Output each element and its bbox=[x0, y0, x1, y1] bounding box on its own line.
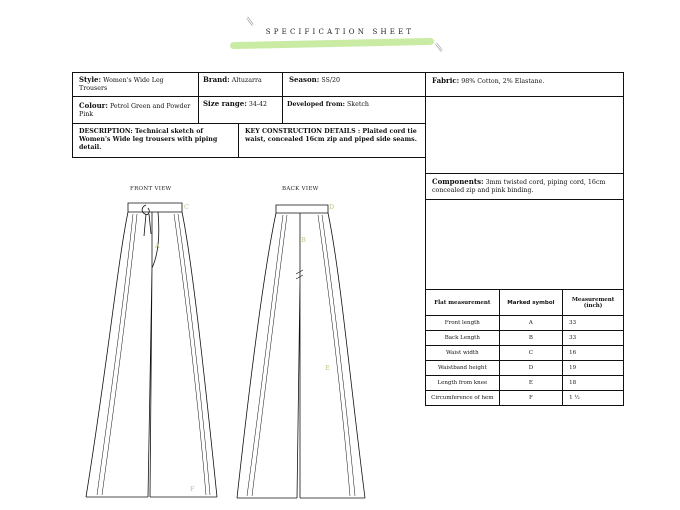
scribble-right-icon: ⫽ bbox=[431, 41, 447, 54]
row-measurement-name: Back Length bbox=[426, 331, 500, 346]
front-view-label: FRONT VIEW bbox=[130, 186, 172, 192]
season-value: SS/20 bbox=[321, 77, 340, 84]
brand-label: Brand: bbox=[203, 75, 230, 84]
fabric-label: Fabric: bbox=[432, 76, 460, 85]
marker-d: D bbox=[329, 203, 335, 211]
header-marked-symbol: Marked symbol bbox=[499, 290, 563, 316]
brand-value: Altuzarra bbox=[231, 77, 262, 84]
components-label: Components: bbox=[432, 177, 484, 186]
style-label: Style: bbox=[79, 75, 102, 84]
row-measurement-name: Front length bbox=[426, 316, 500, 331]
row-measurement-name: Length from knee bbox=[426, 376, 500, 391]
developed-from-label: Developed from: bbox=[287, 101, 345, 108]
row-symbol: D bbox=[499, 361, 563, 376]
fabric-value: 98% Cotton, 2% Elastane. bbox=[461, 78, 545, 85]
header-measurement: Measurement (inch) bbox=[563, 290, 624, 316]
style-value: Women's Wide Leg Trousers bbox=[79, 77, 164, 93]
row-measurement-name: Waist width bbox=[426, 346, 500, 361]
row-symbol: C bbox=[499, 346, 563, 361]
row-measurement-name: Circumference of hem bbox=[426, 391, 500, 406]
colour-label: Colour: bbox=[79, 101, 108, 110]
scribble-left-icon: ⫽ bbox=[242, 15, 258, 28]
marker-a: A bbox=[155, 242, 160, 250]
row-value: 16 bbox=[563, 346, 624, 361]
row-symbol: B bbox=[499, 331, 563, 346]
row-value: 19 bbox=[563, 361, 624, 376]
colour-value: Petrol Green and Powder Pink bbox=[79, 103, 191, 119]
row-value: 1 ½ bbox=[563, 391, 624, 406]
season-label: Season: bbox=[289, 75, 320, 84]
page-title: SPECIFICATION SHEET bbox=[265, 28, 415, 36]
back-view-label: BACK VIEW bbox=[282, 186, 319, 192]
row-symbol: F bbox=[499, 391, 563, 406]
header-flat-measurement: Flat measurement bbox=[426, 290, 500, 316]
row-measurement-name: Waistband height bbox=[426, 361, 500, 376]
construction-label: KEY CONSTRUCTION DETAILS : bbox=[245, 128, 361, 135]
marker-b: B bbox=[301, 236, 306, 244]
description-label: DESCRIPTION: bbox=[79, 128, 133, 135]
construction-value: Plaited cord tie waist, concealed 16cm zip and piped side seams. bbox=[245, 128, 417, 144]
description-value: Technical sketch of Women's Wide leg trousers with piping detail. bbox=[79, 128, 218, 152]
row-value: 18 bbox=[563, 376, 624, 391]
marker-f: F bbox=[190, 485, 195, 493]
components-value: 3mm twisted cord, piping cord, 16cm concealed zip and pink binding. bbox=[432, 179, 606, 195]
row-value: 33 bbox=[563, 316, 624, 331]
marker-e: E bbox=[325, 364, 330, 372]
size-range-value: 34-42 bbox=[248, 101, 267, 108]
row-value: 33 bbox=[563, 331, 624, 346]
size-range-label: Size range: bbox=[203, 99, 247, 108]
row-symbol: A bbox=[499, 316, 563, 331]
developed-from-value: Sketch bbox=[346, 101, 369, 108]
row-symbol: E bbox=[499, 376, 563, 391]
marker-c: C bbox=[184, 203, 189, 211]
